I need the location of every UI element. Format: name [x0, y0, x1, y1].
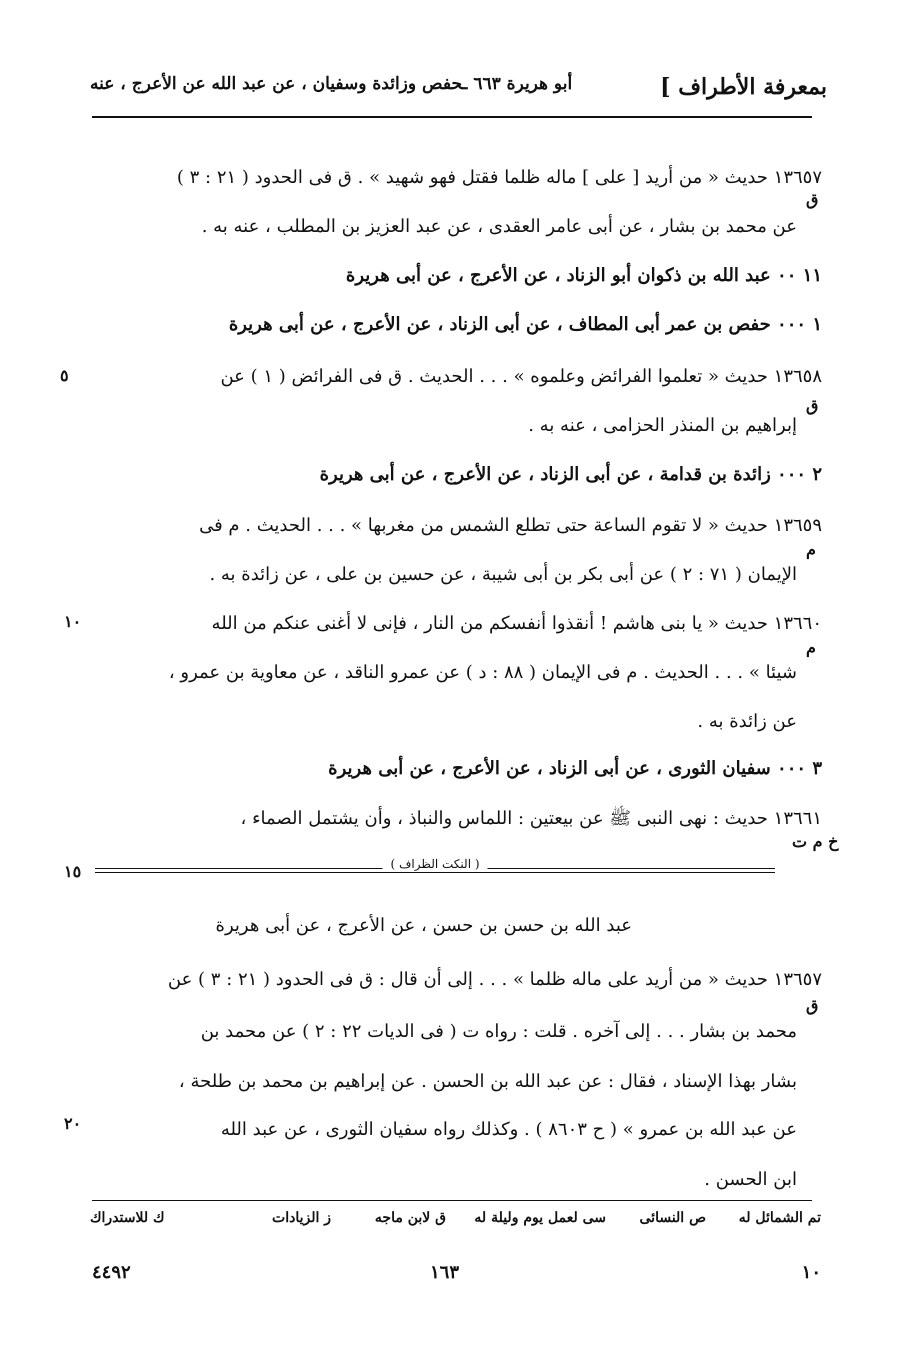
siglum: ق — [806, 996, 819, 1015]
text-line — [90, 1160, 822, 1200]
abbr-item: سى لعمل يوم وليلة له — [474, 1210, 606, 1226]
text-line — [90, 305, 822, 345]
header-rule — [92, 116, 812, 118]
text-line-content: بشار بهذا الإسناد ، فقال : عن عبد الله بن الحسن . عن إبراهيم بن محمد بن طلحة ، — [178, 1071, 797, 1092]
text-line-content: ٢ ٠٠٠ زائدة بن قدامة ، عن أبى الزناد ، عن الأعرج ، عن أبى هريرة — [319, 464, 822, 485]
abbr-item: ص النسائى — [639, 1210, 706, 1226]
page-number: ١٦٣ — [430, 1262, 460, 1283]
section-divider — [95, 857, 775, 878]
text-line — [90, 702, 822, 742]
text-line-content: الإيمان ( ٧١ : ٢ ) عن أبى بكر بن أبى شيبة ، عن حسين بن على ، عن زائدة به . — [209, 564, 797, 585]
text-line-content: ابن الحسن . — [704, 1169, 797, 1190]
text-line — [90, 799, 822, 839]
abbr-item: ق لابن ماجه — [374, 1210, 446, 1226]
text-line — [90, 506, 822, 546]
text-line-content: ١٣٦٥٧ حديث « من أريد [ على ] ماله ظلما فقتل فهو شهيد » . ق فى الحدود ( ٢١ : ٣ ) — [176, 167, 822, 188]
text-line-content: عن زائدة به . — [697, 711, 797, 732]
running-header — [90, 74, 827, 114]
siglum: ق — [806, 190, 819, 209]
margin-line-number: ١٠ — [64, 612, 82, 631]
text-line — [90, 749, 822, 789]
volume-number: ١٠ — [801, 1262, 821, 1283]
text-line — [90, 1012, 822, 1052]
siglum: م — [806, 638, 816, 657]
margin-line-number: ٥ — [60, 366, 69, 385]
header-section-title: بمعرفة الأطراف ] — [660, 74, 827, 100]
text-line — [90, 455, 822, 495]
siglum: خ م ت — [792, 832, 839, 851]
text-line-content: ١٣٦٦٠ حديث « يا بنى هاشم ! أنقذوا أنفسكم من النار ، فإنى لا أغنى عنكم من الله — [211, 613, 822, 634]
text-line — [90, 357, 822, 397]
text-line-content: عن عبد الله بن عمرو » ( ح ٨٦٠٣ ) . وكذلك رواه سفيان الثورى ، عن عبد الله — [220, 1119, 797, 1140]
text-line — [90, 906, 822, 946]
text-line — [90, 555, 822, 595]
divider-label: ( النكت الظراف ) — [382, 857, 487, 871]
text-line-content: ١٣٦٥٨ حديث « تعلموا الفرائض وعلموه » . . . الحديث . ق فى الفرائض ( ١ ) عن — [220, 366, 822, 387]
margin-line-number: ٢٠ — [64, 1114, 82, 1133]
text-line-content: ١٣٦٥٩ حديث « لا تقوم الساعة حتى تطلع الشمس من مغربها » . . . الحديث . م فى — [199, 515, 822, 536]
text-line — [90, 653, 822, 693]
text-line — [90, 604, 822, 644]
abbr-item: ز الزيادات — [272, 1210, 331, 1226]
text-line-content: ٣ ٠٠٠ سفيان الثورى ، عن أبى الزناد ، عن الأعرج ، عن أبى هريرة — [328, 758, 822, 779]
text-line-content: عن محمد بن بشار ، عن أبى عامر العقدى ، عن عبد العزيز بن المطلب ، عنه به . — [201, 216, 797, 237]
siglum: ق — [806, 396, 819, 415]
footer-rule — [92, 1200, 812, 1201]
siglum: م — [806, 540, 816, 559]
text-line — [90, 207, 822, 247]
abbr-item: ك للاستدراك — [90, 1210, 165, 1226]
text-line-content: ١١ ٠٠ عبد الله بن ذكوان أبو الزناد ، عن الأعرج ، عن أبى هريرة — [345, 265, 822, 286]
abbr-item: تم الشمائل له — [738, 1210, 821, 1226]
text-line-content: ١٣٦٥٧ حديث « من أريد على ماله ظلما » . . . إلى أن قال : ق فى الحدود ( ٢١ : ٣ ) عن — [167, 969, 822, 990]
text-line-content: ١٣٦٦١ حديث : نهى النبى ﷺ عن بيعتين : اللماس والنباذ ، وأن يشتمل الصماء ، — [240, 808, 822, 829]
text-line-content: شيئا » . . . الحديث . م فى الإيمان ( ٨٨ : د ) عن عمرو الناقد ، عن معاوية بن عمرو ، — [168, 662, 797, 683]
header-subject: أبو هريرة ٦٦٣ ـحفص وزائدة وسفيان ، عن عبد الله عن الأعرج ، عنه — [90, 74, 573, 94]
text-line — [90, 1110, 822, 1150]
text-line — [90, 1062, 822, 1102]
text-line — [90, 960, 822, 1000]
margin-line-number: ١٥ — [64, 862, 82, 881]
text-line — [90, 406, 822, 446]
text-line-content: عبد الله بن حسن بن حسن ، عن الأعرج ، عن أبى هريرة — [215, 915, 632, 936]
text-line-content: ١ ٠٠٠ حفص بن عمر أبى المطاف ، عن أبى الزناد ، عن الأعرج ، عن أبى هريرة — [228, 314, 822, 335]
text-line-content: محمد بن بشار . . . إلى آخره . قلت : رواه ت ( فى الديات ٢٢ : ٢ ) عن محمد بن — [200, 1021, 797, 1042]
text-line-content: إبراهيم بن المنذر الحزامى ، عنه به . — [528, 415, 797, 436]
print-page-number: ٤٤٩٢ — [92, 1262, 131, 1283]
footer-abbreviations — [90, 1210, 821, 1234]
text-line — [90, 158, 822, 198]
text-line — [90, 256, 822, 296]
